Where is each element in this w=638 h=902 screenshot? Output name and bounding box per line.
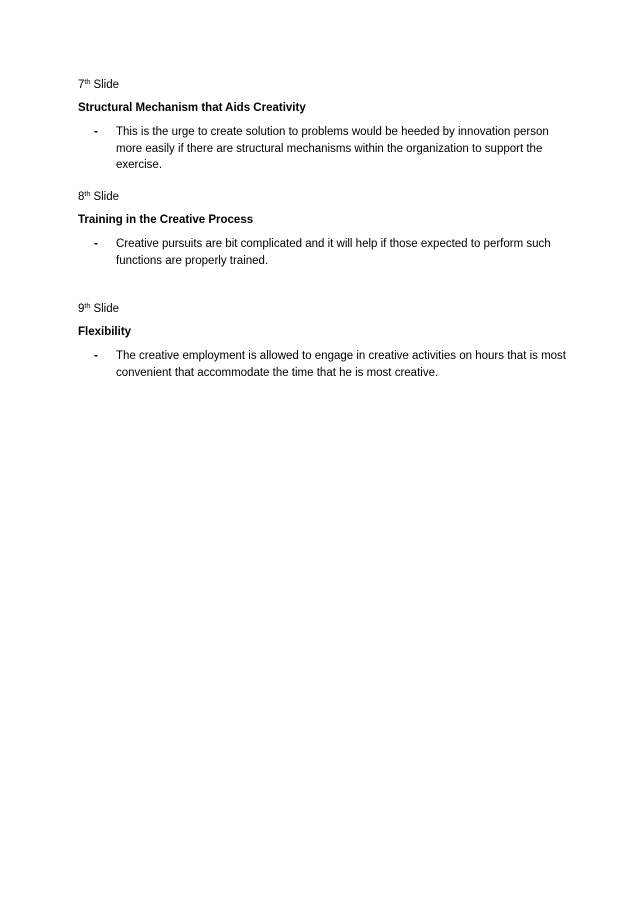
bullet-item — [78, 348, 568, 381]
ordinal-suffix: th — [84, 191, 91, 198]
slide-section-8 — [78, 190, 568, 269]
slide-word: Slide — [90, 191, 120, 203]
section-heading: Training in the Creative Process — [78, 214, 254, 226]
bullet-item — [78, 236, 568, 269]
slide-word: Slide — [90, 303, 120, 315]
ordinal-suffix: th — [84, 79, 91, 86]
bullet-text: This is the urge to create solution to problems would be heeded by innovation person more easily if there are structural mechanisms within the organization to support the exercise. — [116, 126, 549, 171]
slide-section-9 — [78, 302, 568, 381]
bullet-text: The creative employment is allowed to engage in creative activities on hours that is most convenient that accommodate the time that he is most creative. — [116, 350, 566, 379]
slide-label — [78, 302, 568, 316]
dash-bullet: - — [94, 350, 98, 362]
section-heading: Flexibility — [78, 326, 132, 338]
dash-bullet: - — [94, 126, 98, 138]
slide-section-7 — [78, 78, 568, 174]
dash-bullet: - — [94, 238, 98, 250]
bullet-text: Creative pursuits are bit complicated and it will help if those expected to perform such functions are properly trained. — [116, 238, 551, 267]
ordinal-suffix: th — [84, 303, 91, 310]
slide-label — [78, 78, 568, 92]
slide-word: Slide — [90, 79, 120, 91]
section-heading: Structural Mechanism that Aids Creativity — [78, 102, 306, 114]
slide-number: 7 — [78, 79, 85, 91]
slide-label — [78, 190, 568, 204]
slide-number: 9 — [78, 303, 85, 315]
slide-number: 8 — [78, 191, 85, 203]
bullet-item — [78, 124, 568, 174]
